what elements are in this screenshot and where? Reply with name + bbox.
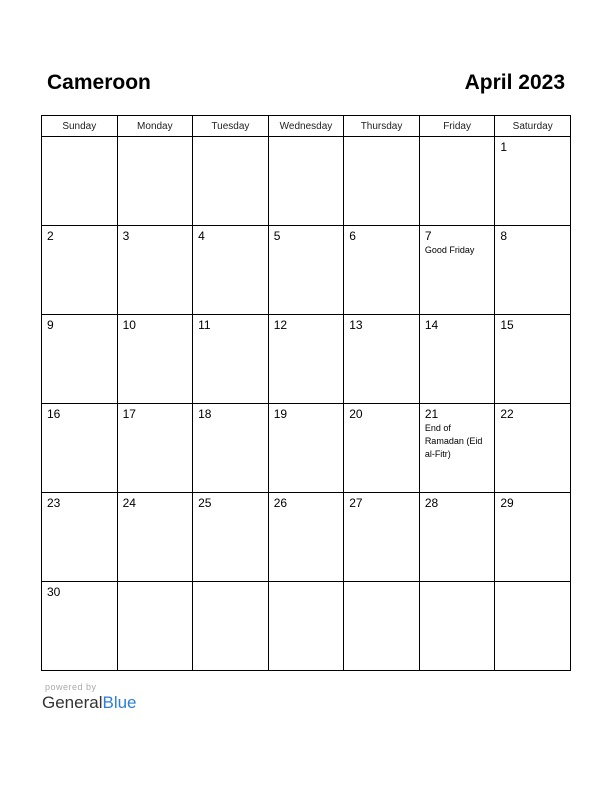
weekday-thursday: Thursday: [344, 116, 420, 137]
calendar-day-cell: [193, 493, 269, 582]
day-number: 6: [349, 229, 356, 243]
day-number: 3: [122, 229, 130, 243]
calendar-country-title: Cameroon: [47, 71, 151, 94]
calendar-day-cell: [193, 226, 269, 315]
day-number: 18: [198, 407, 212, 421]
calendar-day-cell: [117, 582, 193, 671]
calendar-day-cell: [42, 493, 118, 582]
calendar-day-cell: [344, 137, 420, 226]
day-number: 23: [47, 496, 61, 510]
weekday-friday: Friday: [419, 116, 495, 137]
calendar-day-cell: [42, 137, 118, 226]
day-number: 12: [273, 318, 288, 332]
calendar-day-cell: [193, 137, 269, 226]
calendar-day-cell: [117, 137, 193, 226]
calendar-day-cell: [344, 582, 420, 671]
calendar-day-cell: [268, 493, 344, 582]
holiday-label: Good Friday: [424, 245, 475, 255]
day-number: 21: [424, 407, 439, 421]
day-number: 28: [424, 496, 439, 510]
calendar-day-cell: [117, 226, 193, 315]
calendar-day-cell: [117, 404, 193, 493]
day-number: 7: [424, 229, 432, 243]
calendar-day-cell: [495, 582, 571, 671]
calendar-day-cell: [268, 137, 344, 226]
generalblue-logo[interactable]: [42, 693, 137, 713]
weekday-tuesday: Tuesday: [193, 116, 269, 137]
day-number: 27: [349, 496, 363, 510]
calendar-day-cell: [42, 404, 118, 493]
day-number: 13: [349, 318, 363, 332]
calendar-day-cell: [419, 137, 495, 226]
weekday-wednesday: Wednesday: [268, 116, 344, 137]
calendar-grid: [41, 115, 571, 671]
weekday-sunday: Sunday: [42, 116, 118, 137]
weekday-saturday: Saturday: [495, 116, 571, 137]
calendar-week-row: [42, 315, 571, 404]
calendar-day-cell: [42, 226, 118, 315]
brand-general-text: General: [42, 693, 103, 712]
calendar-day-cell: [344, 404, 420, 493]
holiday-label: End of Ramadan (Eid al-Fitr): [424, 423, 483, 459]
calendar-day-cell: [268, 582, 344, 671]
calendar-month-title: April 2023: [464, 71, 565, 94]
day-number: 9: [47, 318, 54, 332]
day-number: 15: [500, 318, 514, 332]
calendar-day-cell: [419, 315, 495, 404]
weekday-monday: Monday: [117, 116, 193, 137]
calendar-day-cell: [42, 582, 118, 671]
day-number: 10: [122, 318, 136, 332]
day-number: 30: [47, 585, 61, 599]
day-number: 22: [500, 407, 514, 421]
calendar-day-cell: [193, 315, 269, 404]
day-number: 29: [500, 496, 514, 510]
day-number: 8: [500, 229, 508, 243]
calendar-week-row: [42, 493, 571, 582]
calendar-day-cell: [117, 493, 193, 582]
day-number: 2: [47, 229, 54, 243]
calendar-day-cell: [193, 404, 269, 493]
brand-blue-text: Blue: [102, 693, 137, 712]
day-number: 11: [198, 318, 211, 332]
calendar-day-cell: [419, 493, 495, 582]
calendar-day-cell: [268, 226, 344, 315]
powered-by-label: powered by: [45, 682, 97, 692]
day-number: 25: [198, 496, 212, 510]
day-number: 19: [273, 407, 288, 421]
calendar-day-cell: [495, 493, 571, 582]
calendar-day-cell: [42, 315, 118, 404]
calendar-day-cell: [117, 315, 193, 404]
calendar-day-cell: [419, 582, 495, 671]
calendar-day-cell: [419, 404, 495, 493]
calendar-day-cell: [419, 226, 495, 315]
calendar-day-cell: [495, 137, 571, 226]
day-number: 17: [122, 407, 136, 421]
calendar-day-cell: [495, 315, 571, 404]
calendar-day-cell: [268, 404, 344, 493]
day-number: 26: [273, 496, 288, 510]
day-number: 20: [349, 407, 363, 421]
calendar-week-row: [42, 404, 571, 493]
calendar-day-cell: [344, 226, 420, 315]
calendar-day-cell: [344, 493, 420, 582]
calendar-day-cell: [495, 404, 571, 493]
day-number: 4: [198, 229, 205, 243]
calendar-day-cell: [268, 315, 344, 404]
calendar-day-cell: [344, 315, 420, 404]
day-number: 14: [424, 318, 439, 332]
calendar-week-row: [42, 137, 571, 226]
day-number: 1: [500, 140, 508, 154]
calendar-week-row: [42, 226, 571, 315]
day-number: 16: [47, 407, 61, 421]
weekday-header-row: [42, 116, 571, 137]
calendar-day-cell: [193, 582, 269, 671]
calendar-week-row: [42, 582, 571, 671]
calendar-day-cell: [495, 226, 571, 315]
day-number: 5: [273, 229, 281, 243]
day-number: 24: [122, 496, 136, 510]
